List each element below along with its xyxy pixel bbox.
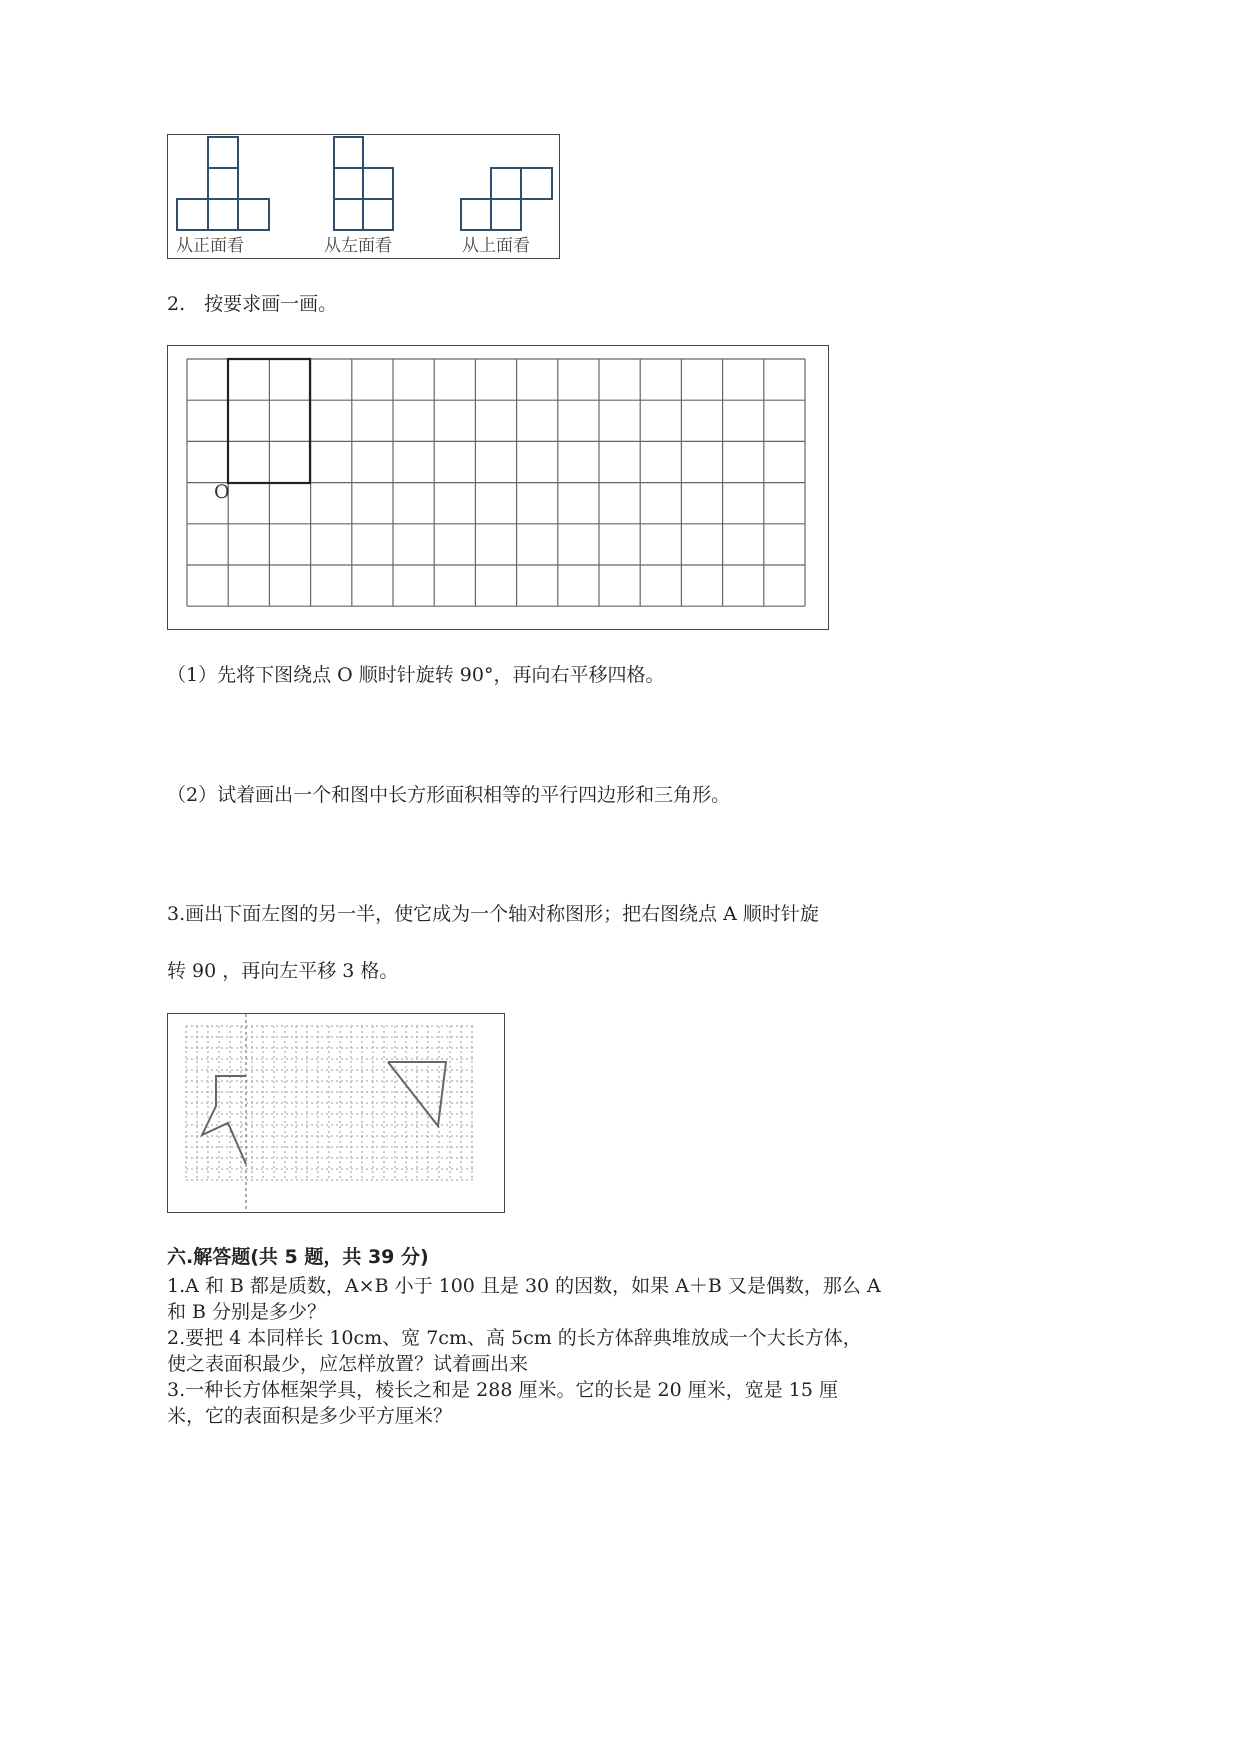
question-2-part-1: （1）先将下图绕点 O 顺时针旋转 90°，再向右平移四格。 [167, 664, 665, 686]
question-2-part-2: （2）试着画出一个和图中长方形面积相等的平行四边形和三角形。 [167, 784, 731, 806]
answer-question-1 [167, 1273, 947, 1325]
front-view-shape [177, 137, 269, 230]
square-grid-figure [167, 345, 829, 630]
answer-question-2-line-1: 2.要把 4 本同样长 10cm、宽 7cm、高 5cm 的长方体辞典堆放成一个大长方体， [167, 1327, 862, 1349]
section-6-heading: 六.解答题(共 5 题，共 39 分) [167, 1246, 429, 1268]
square-grid [168, 346, 828, 629]
answer-question-1-line-2: 和 B 分别是多少？ [167, 1301, 327, 1323]
three-view-drawing [168, 135, 559, 258]
top-view-label: 从上面看 [462, 236, 530, 256]
front-view-label: 从正面看 [176, 236, 244, 256]
answer-question-3 [167, 1377, 947, 1429]
answer-question-3-line-2: 米，它的表面积是多少平方厘米？ [167, 1405, 453, 1427]
point-o-label: O [214, 481, 230, 503]
three-view-figure [167, 134, 560, 259]
answer-question-3-line-1: 3.一种长方体框架学具，棱长之和是 288 厘米。它的长是 20 厘米，宽是 15 厘 [167, 1379, 838, 1401]
answer-question-1-line-1: 1.A 和 B 都是质数，A×B 小于 100 且是 30 的因数，如果 A＋B 又是偶数，那么 A [167, 1275, 881, 1297]
left-view-label: 从左面看 [324, 236, 392, 256]
dotted-grid-figure [167, 1013, 505, 1213]
left-half-figure [202, 1076, 246, 1164]
top-view-shape [461, 168, 552, 230]
answer-question-2-line-2: 使之表面积最少，应怎样放置？试着画出来 [167, 1353, 529, 1375]
left-view-shape [334, 137, 393, 230]
question-2-title: 2. 按要求画一画。 [167, 293, 338, 315]
question-3-line-1: 3.画出下面左图的另一半，使它成为一个轴对称图形；把右图绕点 A 顺时针旋 [167, 903, 819, 925]
dotted-grid [168, 1014, 504, 1212]
question-3-line-2: 转 90 ，再向左平移 3 格。 [167, 960, 399, 982]
answer-question-2 [167, 1325, 947, 1377]
